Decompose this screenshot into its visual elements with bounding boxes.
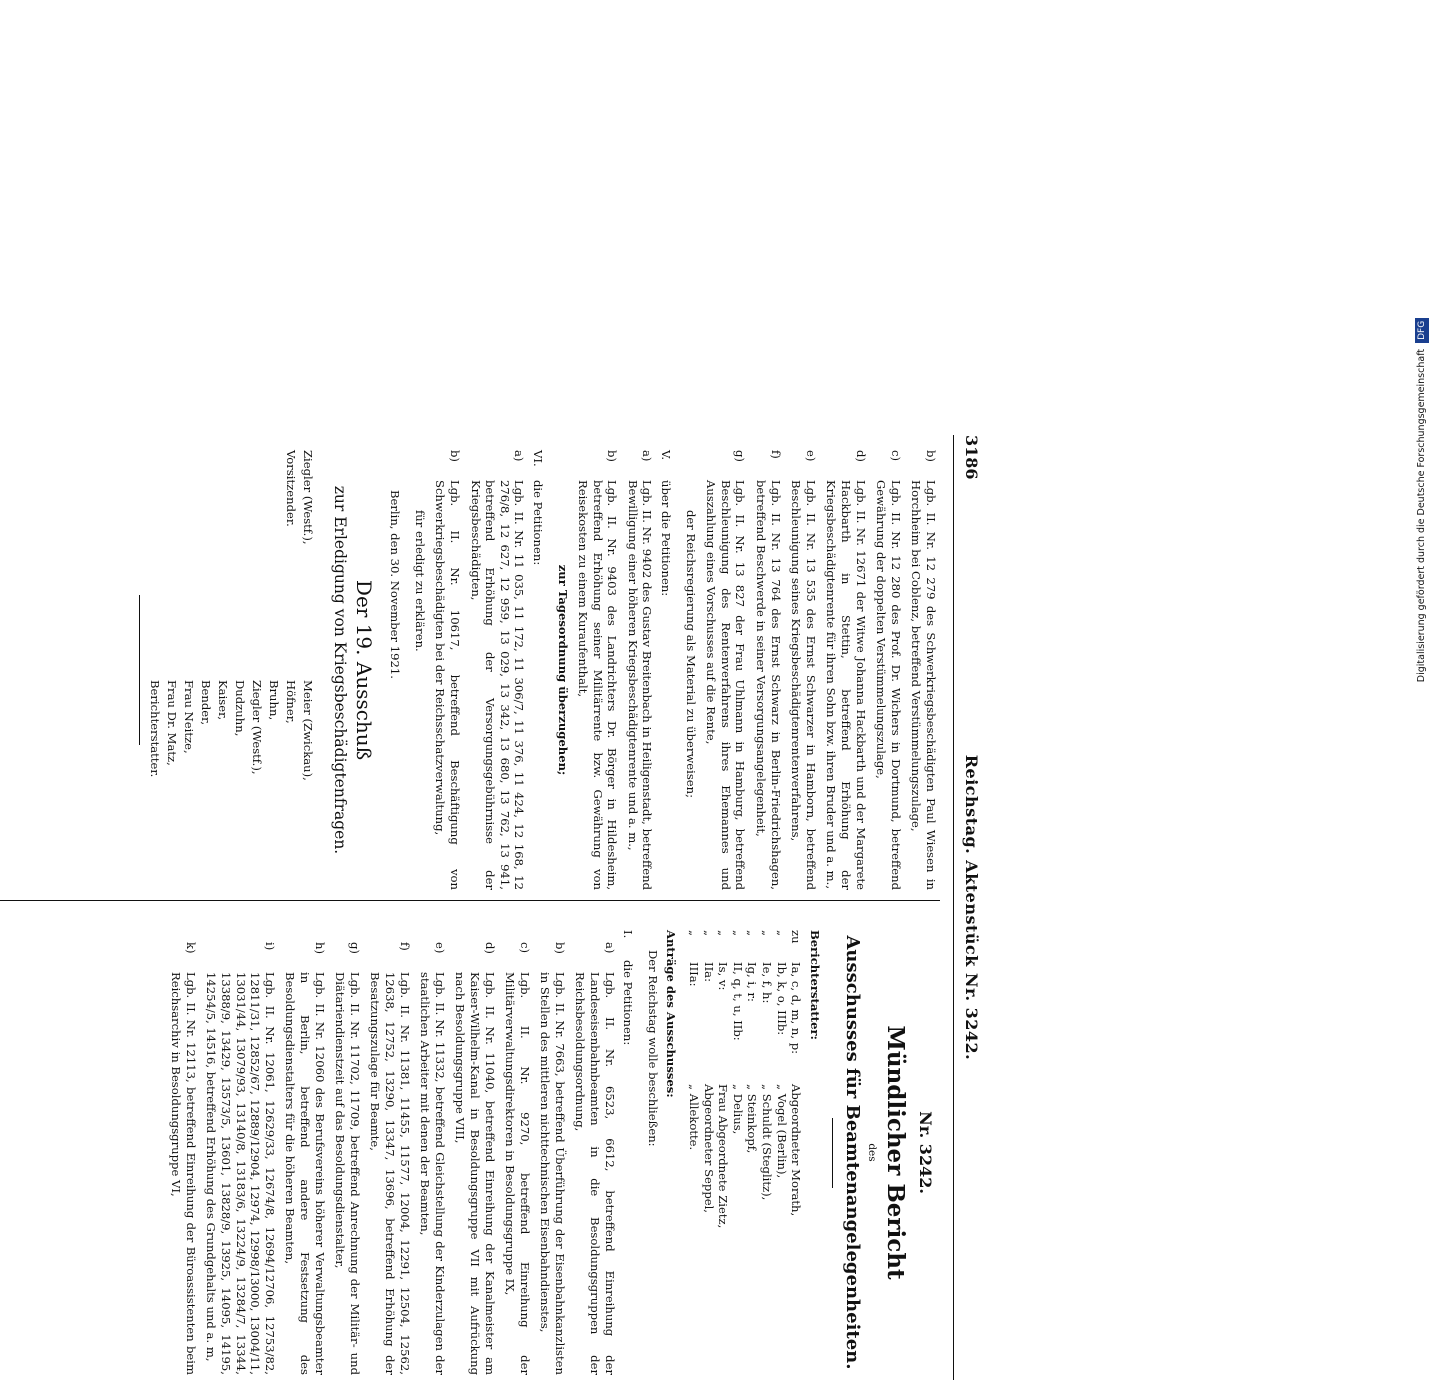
item-label: a) xyxy=(602,942,617,954)
item-label: g) xyxy=(733,450,748,462)
rapporteur-table xyxy=(686,930,803,1232)
decision-material: der Reichsregierung als Material zu überweisen; xyxy=(683,510,698,799)
rapporteur-refs: IIa: xyxy=(701,962,716,982)
rapporteur-refs: Is, v: xyxy=(716,962,731,991)
antraege-intro: Der Reichstag wolle beschließen: xyxy=(645,950,660,1147)
item-label: f) xyxy=(397,942,412,951)
section-text: die Petitionen: xyxy=(621,960,636,1046)
item-text: Lgb. II. Nr. 12 279 des Schwerkriegsbeschädigten Paul Wiesen in Horchheim bei Coblenz, betreffend Verstümmelungszulage, xyxy=(909,480,938,890)
rapporteur-name: „ Allekotte. xyxy=(687,1084,702,1151)
list-item xyxy=(169,930,198,1375)
rapporteur-refs: Ib, k, o, IIIb: xyxy=(774,962,789,1036)
item-text: Lgb. II. Nr. 12 280 des Prof. Dr. Wichers in Dortmund, betreffend Gewährung der doppelten Verstümmelungszulage, xyxy=(874,480,903,890)
rapporteur-name: „ Delius, xyxy=(730,1084,745,1135)
item-text: Lgb. II. Nr. 9270, betreffend Einreihung der Militärverwaltungsdirektoren in Besoldungsgruppe IX, xyxy=(503,972,532,1375)
rapporteur-refs: Ia, c, d, m, n, p: xyxy=(789,962,804,1055)
section-i-heading xyxy=(621,930,636,1375)
rapporteur-refs: IIIa: xyxy=(687,962,702,987)
rapporteur-refs: Ie, f, h: xyxy=(760,962,775,1004)
list-item xyxy=(204,930,277,1375)
list-item xyxy=(874,450,903,890)
dfg-logo: DFG xyxy=(1415,318,1429,343)
item-text: Lgb. II. Nr. 12671 der Witwe Johanna Hackbarth und der Margarete Hackbarth in Stettin, betreffend Erhöhung der Kriegsbeschädigtenrente für ihren Sohn bzw. ihren Bruder und a. m., xyxy=(824,480,868,890)
rapporteur-name: Abgeordneter Morath, xyxy=(789,1084,804,1217)
signature-line: Kaiser, xyxy=(215,680,230,721)
item-text: Lgb. II. Nr. 11040, betreffend Einreihung der Kanalmeister am Kaiser-Wilhelm-Kanal in Besoldungsgruppe VII mit Aufrückung nach Besoldungsgruppe VIII, xyxy=(453,972,497,1375)
chair-signature xyxy=(146,450,316,670)
item-text: Lgb. II. Nr. 13 535 des Ernst Schwarzer in Hamborn, betreffend Beschleunigung seines Kriegsbeschädigtenrentenverfahrens, xyxy=(789,480,818,890)
signature-line: Berichterstatter. xyxy=(147,680,162,778)
right-column xyxy=(163,930,938,1375)
item-text: Lgb. II. Nr. 12113, betreffend Einreihung der Büroassistenten beim Reichsarchiv in Besoldungsgruppe VI, xyxy=(169,972,198,1375)
rapporteur-prefix: „ xyxy=(701,930,716,937)
signature-line: Bruhn, xyxy=(266,680,281,721)
signature-block xyxy=(146,450,316,890)
item-label: d) xyxy=(482,942,497,954)
page-number: 3186 xyxy=(962,435,981,480)
list-item xyxy=(753,450,782,890)
signature-line: Frau Dr. Matz, xyxy=(164,680,179,766)
rapporteur-row xyxy=(774,930,789,1232)
list-item xyxy=(418,930,447,1375)
rapporteur-prefix: „ xyxy=(716,930,731,937)
document-page xyxy=(0,410,1010,1390)
list-item xyxy=(576,450,620,890)
item-text: Lgb. II. Nr. 9402 des Gustav Breitenbach in Heiligenstadt, betreffend Bewilligung einer höheren Kriegsbeschädigtenrente und a. m., xyxy=(625,480,655,890)
rapporteur-row xyxy=(716,930,731,1232)
left-column xyxy=(139,450,938,890)
rapporteur-prefix: zu xyxy=(789,930,804,944)
list-item xyxy=(625,450,654,890)
item-label: k) xyxy=(183,942,198,954)
closing-rule xyxy=(139,595,140,745)
document-page-wrapper xyxy=(30,10,1410,1375)
running-head: Reichstag. Aktenstück Nr. 3242. xyxy=(962,754,981,1061)
list-item xyxy=(368,930,412,1375)
section-label: VI. xyxy=(530,450,545,467)
item-text: Lgb. II. Nr. 10617, betreffend Beschäftigung von Schwerkriegsbeschädigten bei der Reichsschatzverwaltung, xyxy=(433,480,462,890)
item-label: d) xyxy=(853,450,868,462)
rapporteur-name: „ Schuldt (Steglitz), xyxy=(760,1084,775,1201)
item-label: i) xyxy=(262,942,277,951)
item-label: c) xyxy=(888,450,903,462)
item-label: g) xyxy=(347,942,362,954)
antraege-heading: Anträge des Ausschusses: xyxy=(664,930,679,1098)
rapporteur-row xyxy=(789,930,804,1232)
digitization-side-strip xyxy=(1410,0,1434,1000)
rapporteur-name: „ Steinkopf, xyxy=(745,1084,760,1154)
list-item xyxy=(824,450,868,890)
rapporteur-name: „ Vogel (Berlin), xyxy=(774,1084,789,1179)
item-label: b) xyxy=(605,450,620,462)
item-label: a) xyxy=(512,450,527,462)
signature-line: Höfner, xyxy=(283,680,298,724)
column-rule xyxy=(0,900,940,901)
signature-line: Ziegler (Westf.), xyxy=(300,450,315,545)
item-text: Lgb. II. Nr. 7663, betreffend Überführung der Eisenbahnkanzlisten in Stellen des mittleren nichttechnischen Eisenbahndienstes, xyxy=(538,972,567,1375)
item-label: a) xyxy=(640,450,655,462)
item-text: Lgb. II. Nr. 11 035, 11 172, 11 306/7, 11 376, 11 424, 12 168, 12 276/8, 12 627, 12 959, 13 029, 13 342, 13 680, 13 762, 13 941, betreffend Erhöhung der Versorgungsgebührnisse der Kriegsbeschädigten, xyxy=(468,480,527,890)
signature-line: Ziegler (Westf.), xyxy=(249,680,264,775)
section-vi-list xyxy=(433,450,527,890)
list-item xyxy=(789,450,818,890)
list-item xyxy=(468,450,526,890)
item-text: Lgb. II. Nr. 11332, betreffend Gleichstellung der Kinderzulagen der staatlichen Arbeiter mit denen der Beamten, xyxy=(418,972,447,1375)
rapporteur-prefix: „ xyxy=(730,930,745,937)
list-item xyxy=(704,450,748,890)
signature-line: Vorsitzender. xyxy=(283,450,298,527)
signature-line: Frau Neitze, xyxy=(181,680,196,754)
rapporteur-prefix: „ xyxy=(745,930,760,937)
item-text: Lgb. II. Nr. 11702, 11709, betreffend Anrechnung der Militär- und Diätariendienstzeit auf das Besoldungsdienstalter, xyxy=(333,972,362,1375)
item-text: Lgb. II. Nr. 6523, 6612, betreffend Einreihung der Landeseisenbahnbeamten in die Besoldungsgruppen der Reichsbesoldungsordnung, xyxy=(573,972,617,1375)
item-text: Lgb. II. Nr. 13 827 der Frau Uhlmann in Hamburg, betreffend Beschleunigung des Rentenverfahrens ihres Ehemannes und Auszahlung eines Vorschusses auf die Rente, xyxy=(704,480,748,890)
item-label: h) xyxy=(312,942,327,954)
item-text: Lgb. II. Nr. 11381, 11455, 11577, 12004, 12291, 12504, 12562, 12638, 12752, 13290, 13347, 13696, betreffend Erhöhung der Besatzungszulage für Beamte, xyxy=(368,972,412,1375)
rapporteur-prefix: „ xyxy=(774,930,789,937)
section-text: die Petitionen: xyxy=(530,480,545,566)
rapporteur-row xyxy=(745,930,760,1232)
item-text: Lgb. II. Nr. 9403 des Landrichters Dr. Börger in Hildesheim, betreffend Erhöhung seiner Militärrente bzw. Gewährung von Reisekosten zu einem Kuraufenthalt, xyxy=(576,480,620,890)
item-label: c) xyxy=(517,942,532,954)
list-item xyxy=(909,450,938,890)
item-label: b) xyxy=(552,942,567,954)
section-text: über die Petitionen: xyxy=(659,480,674,597)
list-item xyxy=(453,930,497,1375)
rapporteur-row xyxy=(701,930,716,1232)
place-date: Berlin, den 30. November 1921. xyxy=(388,490,403,679)
list-item xyxy=(333,930,362,1375)
committee-title: Der 19. Ausschuß xyxy=(351,579,376,761)
list-item xyxy=(433,450,462,890)
section-label: I. xyxy=(621,930,636,939)
petition-list xyxy=(169,930,617,1375)
rapporteur-row xyxy=(730,930,745,1232)
signature-line: Dudzuhn, xyxy=(232,680,247,737)
item-label: e) xyxy=(803,450,818,462)
section-vi-heading xyxy=(530,450,545,890)
item-label: e) xyxy=(432,942,447,954)
report-committee: Ausschusses für Beamtenangelegenheiten. xyxy=(841,935,863,1370)
section-v-list xyxy=(576,450,655,890)
signature-line: Meier (Zwickau), xyxy=(300,680,315,781)
rapporteur-refs: Ig, i, r: xyxy=(745,962,760,1002)
rapporteur-name: Frau Abgeordnete Zietz, xyxy=(716,1084,731,1229)
committee-subtitle: zur Erledigung von Kriegsbeschädigtenfragen. xyxy=(330,485,349,855)
document-number-heading: Nr. 3242. xyxy=(916,1111,935,1194)
signature-line: Bender, xyxy=(198,680,213,726)
item-label: b) xyxy=(447,450,462,462)
rapporteur-name: Abgeordneter Seppel, xyxy=(701,1084,716,1213)
section-label: V. xyxy=(659,450,674,461)
item-label: b) xyxy=(924,450,938,462)
berichterstatter-heading: Berichterstatter: xyxy=(807,930,822,1040)
report-article: des xyxy=(866,1143,879,1162)
list-item xyxy=(573,930,617,1375)
rapporteur-refs: II, q, t, u, IIb: xyxy=(730,962,745,1041)
header-rule xyxy=(953,435,954,1380)
digitization-note: Digitalisierung gefördert durch die Deutsche Forschungsgemeinschaft xyxy=(1416,348,1427,683)
rapporteur-signatures xyxy=(146,670,316,890)
item-text: Lgb. II. Nr. 12061, 12629/33, 12674/8, 12694/12706, 12753/82, 12811/31, 12852/67, 12889/12904, 12974, 12998/13000, 13004/11, 13031/44, 13079/93, 13140/8, 13183/6, 13224/9, 13284/7, 13344, 13388/9, 13429, 13573/5, 13601, 13828/9, 13925, 14095, 14195, 14254/5, 14516, betreffend Erhöhung des Grundgehalts und a. m, xyxy=(204,972,277,1375)
decision-erledigt: für erledigt zu erklären. xyxy=(412,510,427,652)
list-item xyxy=(283,930,327,1375)
rapporteur-row xyxy=(686,930,701,1232)
list-item xyxy=(503,930,532,1375)
rapporteur-row xyxy=(759,930,774,1232)
item-label: f) xyxy=(768,450,783,459)
rapporteur-prefix: „ xyxy=(760,930,775,937)
title-rule xyxy=(832,1118,833,1188)
decision-tagesordnung: zur Tagesordnung überzugehen; xyxy=(555,564,570,776)
section-v-heading xyxy=(659,450,674,890)
petition-list-continued xyxy=(704,450,938,890)
report-title: Mündlicher Bericht xyxy=(882,1025,910,1280)
item-text: Lgb. II. Nr. 12060 des Berufsvereins höherer Verwaltungsbeamter in Berlin, betreffend andere Festsetzung des Besoldungsdienstalters für die höheren Beamten, xyxy=(283,972,327,1375)
running-header xyxy=(956,435,982,1380)
item-text: Lgb. II. Nr. 13 764 des Ernst Schwarz in Berlin-Friedrichshagen, betreffend Beschwerde in seiner Versorgungsangelegenheit, xyxy=(754,480,783,890)
rapporteur-prefix: „ xyxy=(687,930,702,937)
list-item xyxy=(538,930,567,1375)
